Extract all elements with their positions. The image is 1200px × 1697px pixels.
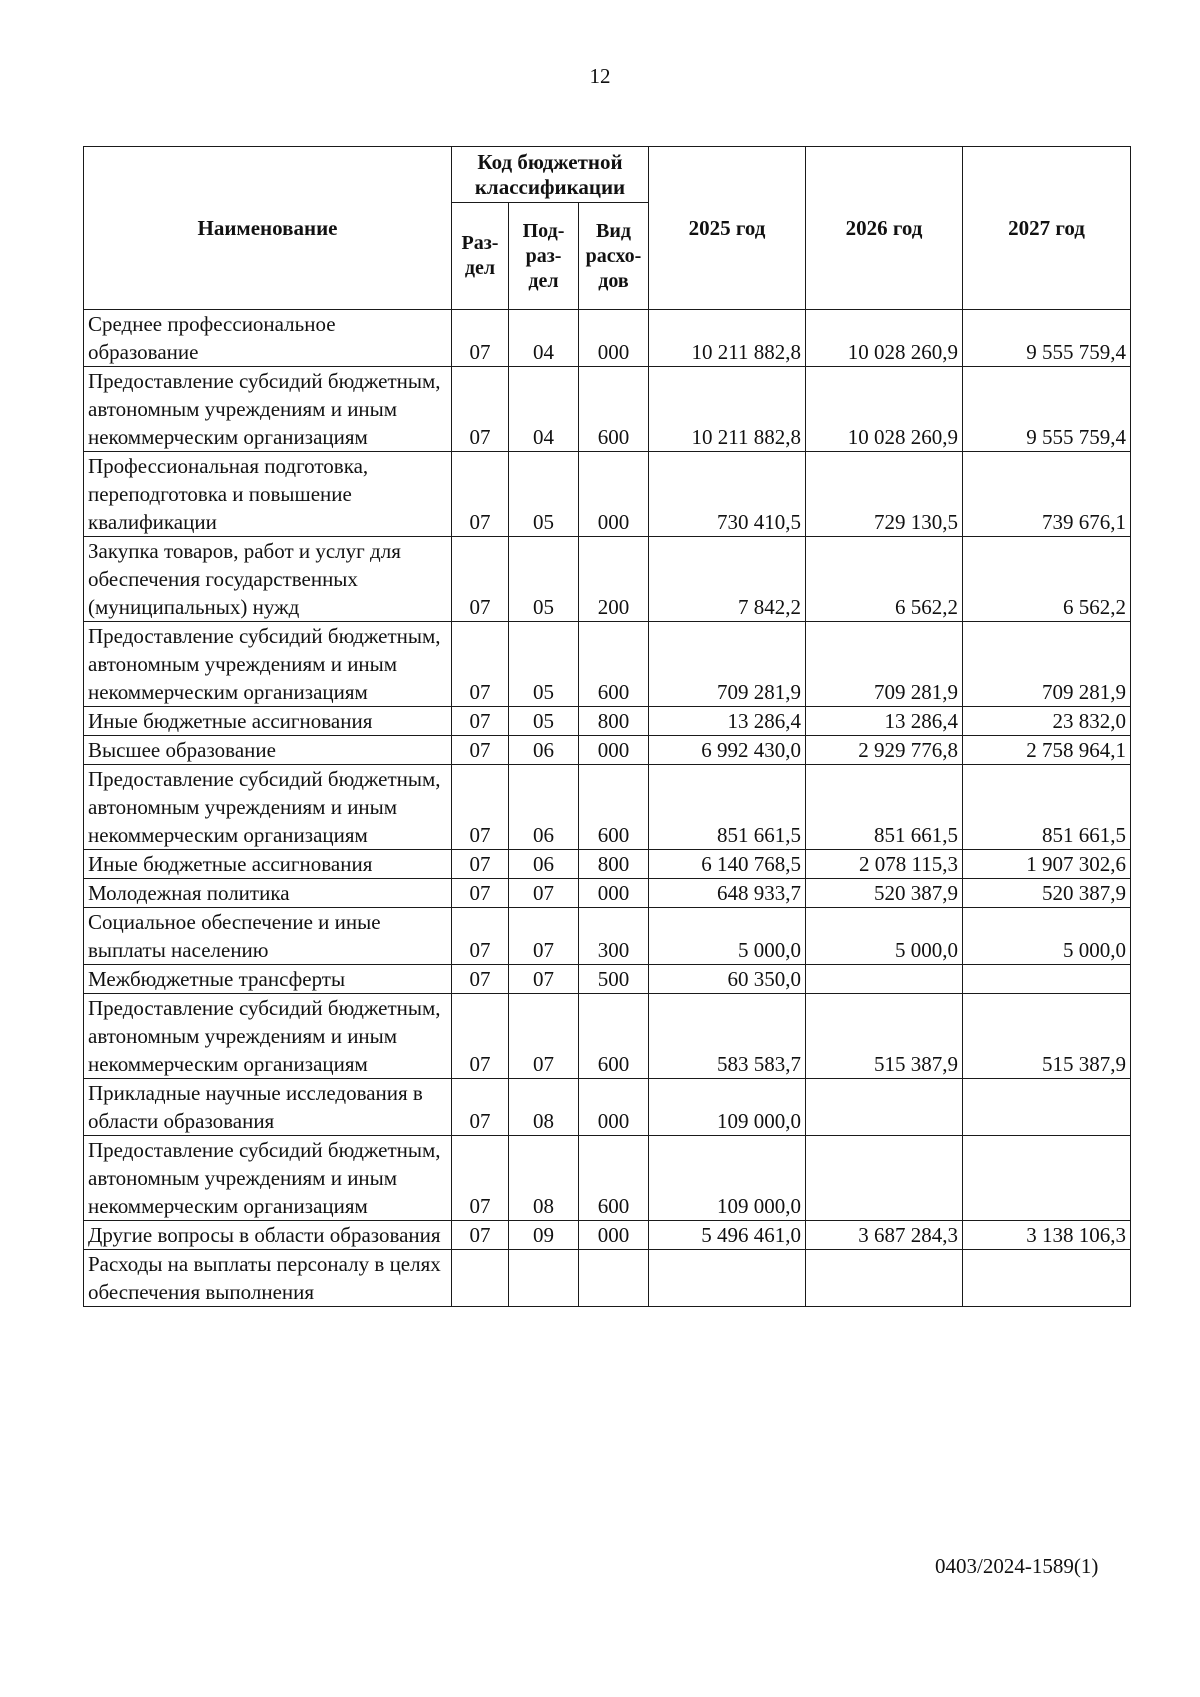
row-section-code: 07 — [452, 765, 509, 850]
row-expense-type-code: 300 — [579, 908, 649, 965]
document-code: 0403/2024-1589(1) — [935, 1554, 1099, 1578]
row-value-2025: 60 350,0 — [649, 965, 806, 994]
row-value-2026 — [806, 1136, 963, 1221]
row-value-2027: 851 661,5 — [963, 765, 1131, 850]
row-subsection-code: 05 — [509, 452, 579, 537]
row-subsection-code: 06 — [509, 736, 579, 765]
row-value-2025: 709 281,9 — [649, 622, 806, 707]
header-2026: 2026 год — [806, 147, 963, 310]
row-value-2026: 2 078 115,3 — [806, 850, 963, 879]
table-row — [84, 1136, 1131, 1221]
header-name: Наименование — [84, 147, 452, 310]
row-value-2026: 2 929 776,8 — [806, 736, 963, 765]
row-value-2027: 6 562,2 — [963, 537, 1131, 622]
row-subsection-code: 08 — [509, 1136, 579, 1221]
row-expense-type-code: 600 — [579, 765, 649, 850]
row-value-2025: 5 000,0 — [649, 908, 806, 965]
table-row — [84, 310, 1131, 367]
row-expense-type-code: 800 — [579, 707, 649, 736]
row-section-code: 07 — [452, 1079, 509, 1136]
row-subsection-code: 09 — [509, 1221, 579, 1250]
row-value-2026: 729 130,5 — [806, 452, 963, 537]
table-row — [84, 879, 1131, 908]
row-subsection-code: 07 — [509, 994, 579, 1079]
header-subsection: Под-раз-дел — [509, 203, 579, 310]
row-value-2025: 851 661,5 — [649, 765, 806, 850]
row-section-code: 07 — [452, 994, 509, 1079]
row-value-2027: 709 281,9 — [963, 622, 1131, 707]
header-code-group: Код бюджетной классификации — [452, 147, 649, 203]
row-subsection-code: 06 — [509, 850, 579, 879]
row-value-2025: 7 842,2 — [649, 537, 806, 622]
table-body — [84, 310, 1131, 1307]
row-name: Закупка товаров, работ и услуг для обеспечения государственных (муниципальных) нужд — [84, 537, 452, 622]
row-expense-type-code: 000 — [579, 879, 649, 908]
row-subsection-code: 04 — [509, 310, 579, 367]
row-value-2026: 6 562,2 — [806, 537, 963, 622]
row-subsection-code: 07 — [509, 879, 579, 908]
row-value-2027 — [963, 1136, 1131, 1221]
row-name: Прикладные научные исследования в области образования — [84, 1079, 452, 1136]
row-value-2026: 3 687 284,3 — [806, 1221, 963, 1250]
row-value-2025: 13 286,4 — [649, 707, 806, 736]
row-value-2026 — [806, 1079, 963, 1136]
row-section-code: 07 — [452, 1221, 509, 1250]
row-value-2026: 10 028 260,9 — [806, 367, 963, 452]
row-value-2027 — [963, 1250, 1131, 1307]
row-subsection-code: 04 — [509, 367, 579, 452]
row-value-2025: 10 211 882,8 — [649, 310, 806, 367]
row-value-2025: 648 933,7 — [649, 879, 806, 908]
row-value-2027: 3 138 106,3 — [963, 1221, 1131, 1250]
header-2025: 2025 год — [649, 147, 806, 310]
row-value-2026 — [806, 1250, 963, 1307]
table-row — [84, 452, 1131, 537]
row-name: Другие вопросы в области образования — [84, 1221, 452, 1250]
row-name: Иные бюджетные ассигнования — [84, 850, 452, 879]
row-subsection-code: 08 — [509, 1079, 579, 1136]
row-name: Предоставление субсидий бюджетным, автономным учреждениям и иным некоммерческим организациям — [84, 994, 452, 1079]
row-expense-type-code: 000 — [579, 1221, 649, 1250]
row-value-2026: 851 661,5 — [806, 765, 963, 850]
row-value-2025: 109 000,0 — [649, 1079, 806, 1136]
row-value-2027: 23 832,0 — [963, 707, 1131, 736]
row-value-2025: 6 140 768,5 — [649, 850, 806, 879]
row-value-2026: 10 028 260,9 — [806, 310, 963, 367]
row-value-2026: 520 387,9 — [806, 879, 963, 908]
header-2027: 2027 год — [963, 147, 1131, 310]
row-expense-type-code: 000 — [579, 1079, 649, 1136]
row-expense-type-code: 600 — [579, 367, 649, 452]
table-row — [84, 1250, 1131, 1307]
row-name: Предоставление субсидий бюджетным, автономным учреждениям и иным некоммерческим организациям — [84, 1136, 452, 1221]
row-section-code: 07 — [452, 1136, 509, 1221]
row-section-code: 07 — [452, 736, 509, 765]
row-value-2025 — [649, 1250, 806, 1307]
row-expense-type-code: 000 — [579, 452, 649, 537]
row-name: Социальное обеспечение и иные выплаты населению — [84, 908, 452, 965]
row-value-2027 — [963, 1079, 1131, 1136]
row-value-2025: 10 211 882,8 — [649, 367, 806, 452]
row-value-2025: 730 410,5 — [649, 452, 806, 537]
row-value-2025: 109 000,0 — [649, 1136, 806, 1221]
row-name: Профессиональная подготовка, переподготовка и повышение квалификации — [84, 452, 452, 537]
header-expense-type: Вид расхо-дов — [579, 203, 649, 310]
row-section-code: 07 — [452, 310, 509, 367]
table-row — [84, 908, 1131, 965]
row-value-2026 — [806, 965, 963, 994]
row-value-2027: 520 387,9 — [963, 879, 1131, 908]
row-section-code: 07 — [452, 537, 509, 622]
row-expense-type-code: 600 — [579, 622, 649, 707]
row-value-2025: 583 583,7 — [649, 994, 806, 1079]
row-value-2027: 1 907 302,6 — [963, 850, 1131, 879]
row-section-code: 07 — [452, 367, 509, 452]
row-name: Молодежная политика — [84, 879, 452, 908]
row-value-2026: 709 281,9 — [806, 622, 963, 707]
row-section-code: 07 — [452, 707, 509, 736]
table-row — [84, 850, 1131, 879]
budget-table — [83, 146, 1131, 1307]
row-subsection-code: 05 — [509, 622, 579, 707]
table-row — [84, 367, 1131, 452]
table-row — [84, 736, 1131, 765]
row-expense-type-code: 600 — [579, 1136, 649, 1221]
table-row — [84, 1079, 1131, 1136]
row-section-code: 07 — [452, 908, 509, 965]
table-header — [84, 147, 1131, 310]
row-expense-type-code: 800 — [579, 850, 649, 879]
row-expense-type-code: 000 — [579, 736, 649, 765]
row-name: Предоставление субсидий бюджетным, автономным учреждениям и иным некоммерческим организациям — [84, 622, 452, 707]
row-value-2027: 5 000,0 — [963, 908, 1131, 965]
row-expense-type-code: 200 — [579, 537, 649, 622]
row-name: Расходы на выплаты персоналу в целях обеспечения выполнения — [84, 1250, 452, 1307]
row-value-2027: 515 387,9 — [963, 994, 1131, 1079]
row-subsection-code: 05 — [509, 537, 579, 622]
row-name: Иные бюджетные ассигнования — [84, 707, 452, 736]
row-subsection-code: 07 — [509, 908, 579, 965]
table-row — [84, 765, 1131, 850]
row-name: Предоставление субсидий бюджетным, автономным учреждениям и иным некоммерческим организациям — [84, 765, 452, 850]
row-expense-type-code: 500 — [579, 965, 649, 994]
row-value-2027 — [963, 965, 1131, 994]
row-section-code: 07 — [452, 850, 509, 879]
row-expense-type-code: 600 — [579, 994, 649, 1079]
row-value-2027: 739 676,1 — [963, 452, 1131, 537]
row-expense-type-code: 000 — [579, 310, 649, 367]
row-section-code: 07 — [452, 622, 509, 707]
table-row — [84, 707, 1131, 736]
table-row — [84, 622, 1131, 707]
row-section-code: 07 — [452, 965, 509, 994]
header-section: Раз-дел — [452, 203, 509, 310]
row-name: Среднее профессиональное образование — [84, 310, 452, 367]
row-value-2026: 13 286,4 — [806, 707, 963, 736]
row-subsection-code — [509, 1250, 579, 1307]
table-row — [84, 537, 1131, 622]
row-value-2027: 9 555 759,4 — [963, 310, 1131, 367]
row-subsection-code: 05 — [509, 707, 579, 736]
row-value-2026: 5 000,0 — [806, 908, 963, 965]
row-name: Высшее образование — [84, 736, 452, 765]
row-value-2026: 515 387,9 — [806, 994, 963, 1079]
row-value-2027: 9 555 759,4 — [963, 367, 1131, 452]
row-name: Предоставление субсидий бюджетным, автономным учреждениям и иным некоммерческим организациям — [84, 367, 452, 452]
page-number: 12 — [589, 64, 611, 88]
row-name: Межбюджетные трансферты — [84, 965, 452, 994]
row-expense-type-code — [579, 1250, 649, 1307]
table-row — [84, 994, 1131, 1079]
row-section-code: 07 — [452, 879, 509, 908]
table-row — [84, 1221, 1131, 1250]
table-row — [84, 965, 1131, 994]
row-value-2025: 5 496 461,0 — [649, 1221, 806, 1250]
row-section-code: 07 — [452, 452, 509, 537]
row-section-code — [452, 1250, 509, 1307]
row-subsection-code: 06 — [509, 765, 579, 850]
row-value-2027: 2 758 964,1 — [963, 736, 1131, 765]
row-value-2025: 6 992 430,0 — [649, 736, 806, 765]
row-subsection-code: 07 — [509, 965, 579, 994]
